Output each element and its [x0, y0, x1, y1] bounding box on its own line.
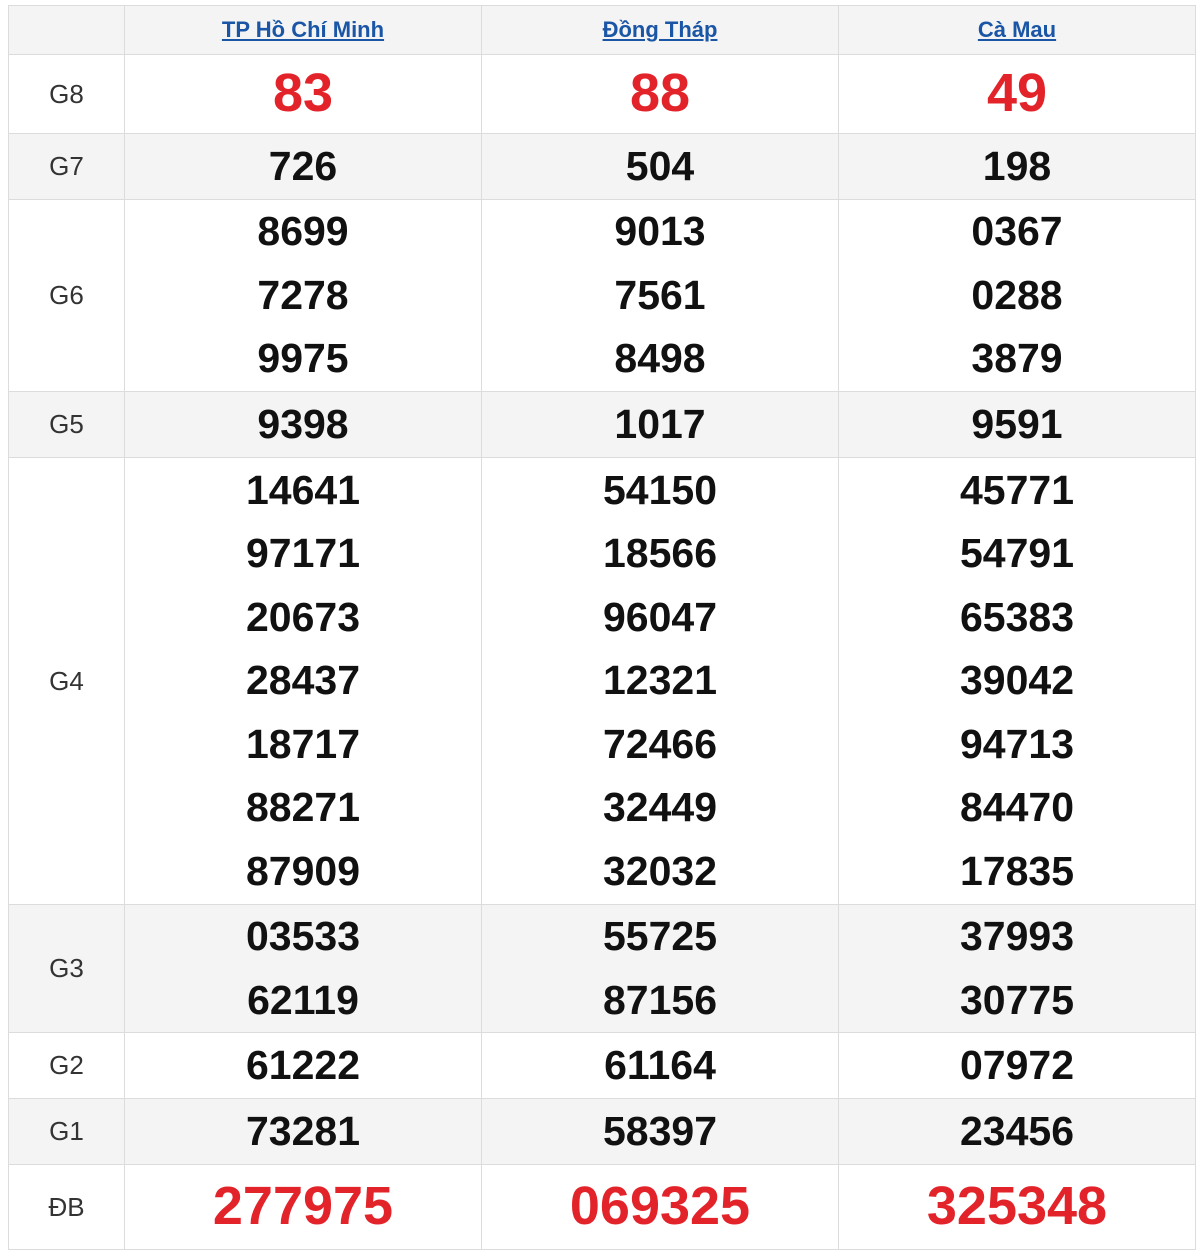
prize-row-g6 — [9, 200, 1196, 392]
prize-label: G7 — [9, 134, 125, 200]
prize-number: 20673 — [245, 593, 360, 640]
prize-number: 23456 — [959, 1107, 1074, 1154]
prize-row-g3 — [9, 905, 1196, 1033]
header-empty-cell — [9, 6, 125, 55]
prize-cell — [125, 134, 482, 200]
header-row — [9, 6, 1196, 55]
prize-number: 62119 — [247, 976, 359, 1023]
prize-number: 37993 — [959, 913, 1074, 959]
prize-cell — [839, 134, 1196, 200]
prize-number: 198 — [982, 142, 1052, 189]
prize-label: G5 — [9, 392, 125, 458]
prize-number: 58397 — [602, 1107, 717, 1154]
prize-number: 0288 — [971, 271, 1063, 318]
prize-number: 03533 — [245, 913, 360, 959]
prize-row-g5 — [9, 392, 1196, 458]
prize-cell — [839, 905, 1196, 1033]
prize-number: 55725 — [602, 913, 717, 959]
prize-row-g8 — [9, 55, 1196, 134]
prize-number: 61222 — [245, 1041, 360, 1088]
prize-row-g2 — [9, 1033, 1196, 1099]
prize-number: 72466 — [602, 720, 717, 767]
prize-cell — [482, 55, 839, 134]
header-cell — [482, 6, 839, 55]
prize-number: 28437 — [245, 657, 360, 704]
prize-number: 9591 — [971, 400, 1063, 447]
prize-cell — [482, 1033, 839, 1099]
prize-cell — [839, 1033, 1196, 1099]
prize-number: 07972 — [959, 1041, 1074, 1088]
special-prize-number: 277975 — [212, 1176, 394, 1237]
prize-row-g4 — [9, 458, 1196, 905]
prize-number: 18717 — [245, 720, 360, 767]
prize-number: 88 — [629, 63, 691, 124]
prize-number: 87909 — [245, 847, 360, 894]
prize-cell — [125, 55, 482, 134]
prize-row-special — [9, 1165, 1196, 1250]
prize-number: 32449 — [602, 784, 717, 831]
province-link-ca-mau[interactable]: Cà Mau — [977, 17, 1057, 42]
prize-number: 54150 — [602, 466, 717, 513]
prize-number: 61164 — [604, 1041, 716, 1088]
prize-number: 32032 — [602, 847, 717, 894]
prize-label: G4 — [9, 458, 125, 905]
prize-cell — [125, 1165, 482, 1250]
prize-cell — [125, 200, 482, 392]
prize-number: 84470 — [959, 784, 1074, 831]
header-cell — [125, 6, 482, 55]
prize-number: 9398 — [257, 400, 349, 447]
lottery-results-table — [8, 5, 1196, 1250]
prize-number: 0367 — [971, 208, 1063, 255]
prize-number: 94713 — [959, 720, 1074, 767]
prize-cell — [482, 458, 839, 905]
prize-cell — [125, 1033, 482, 1099]
prize-number: 726 — [268, 142, 338, 189]
prize-number: 8699 — [257, 208, 349, 255]
prize-number: 12321 — [602, 657, 717, 704]
prize-number: 45771 — [959, 466, 1074, 513]
prize-cell — [482, 905, 839, 1033]
prize-number: 7278 — [257, 271, 349, 318]
province-link-dong-thap[interactable]: Đồng Tháp — [602, 17, 718, 42]
prize-number: 65383 — [959, 593, 1074, 640]
prize-cell — [482, 200, 839, 392]
prize-number: 39042 — [959, 657, 1074, 704]
prize-number: 17835 — [959, 847, 1074, 894]
prize-cell — [125, 1099, 482, 1165]
special-prize-number: 069325 — [569, 1176, 751, 1237]
prize-number: 54791 — [959, 530, 1074, 577]
prize-number: 83 — [272, 63, 334, 124]
prize-number: 18566 — [602, 530, 717, 577]
prize-row-g1 — [9, 1099, 1196, 1165]
prize-number: 3879 — [971, 335, 1063, 382]
prize-cell — [839, 458, 1196, 905]
header-cell — [839, 6, 1196, 55]
special-prize-number: 325348 — [926, 1176, 1108, 1237]
prize-label: ĐB — [9, 1165, 125, 1250]
prize-cell — [125, 392, 482, 458]
prize-cell — [839, 55, 1196, 134]
prize-cell — [839, 1099, 1196, 1165]
prize-number: 49 — [986, 63, 1048, 124]
prize-cell — [482, 1165, 839, 1250]
prize-number: 8498 — [614, 335, 706, 382]
prize-label: G6 — [9, 200, 125, 392]
prize-label: G1 — [9, 1099, 125, 1165]
prize-number: 14641 — [245, 466, 360, 513]
prize-cell — [839, 1165, 1196, 1250]
prize-cell — [125, 905, 482, 1033]
prize-cell — [482, 392, 839, 458]
prize-number: 7561 — [614, 271, 706, 318]
prize-cell — [839, 392, 1196, 458]
prize-number: 88271 — [245, 784, 360, 831]
prize-label: G8 — [9, 55, 125, 134]
prize-number: 73281 — [245, 1107, 360, 1154]
province-link-hcm[interactable]: TP Hồ Chí Minh — [221, 17, 385, 42]
prize-label: G2 — [9, 1033, 125, 1099]
prize-cell — [125, 458, 482, 905]
prize-number: 30775 — [959, 976, 1074, 1023]
prize-cell — [839, 200, 1196, 392]
prize-number: 1017 — [614, 400, 706, 447]
prize-number: 87156 — [602, 976, 717, 1023]
prize-number: 96047 — [602, 593, 717, 640]
prize-row-g7 — [9, 134, 1196, 200]
prize-number: 9013 — [614, 208, 706, 255]
prize-cell — [482, 1099, 839, 1165]
prize-number: 97171 — [245, 530, 360, 577]
prize-label: G3 — [9, 905, 125, 1033]
prize-number: 9975 — [257, 335, 349, 382]
prize-cell — [482, 134, 839, 200]
prize-number: 504 — [625, 142, 695, 189]
